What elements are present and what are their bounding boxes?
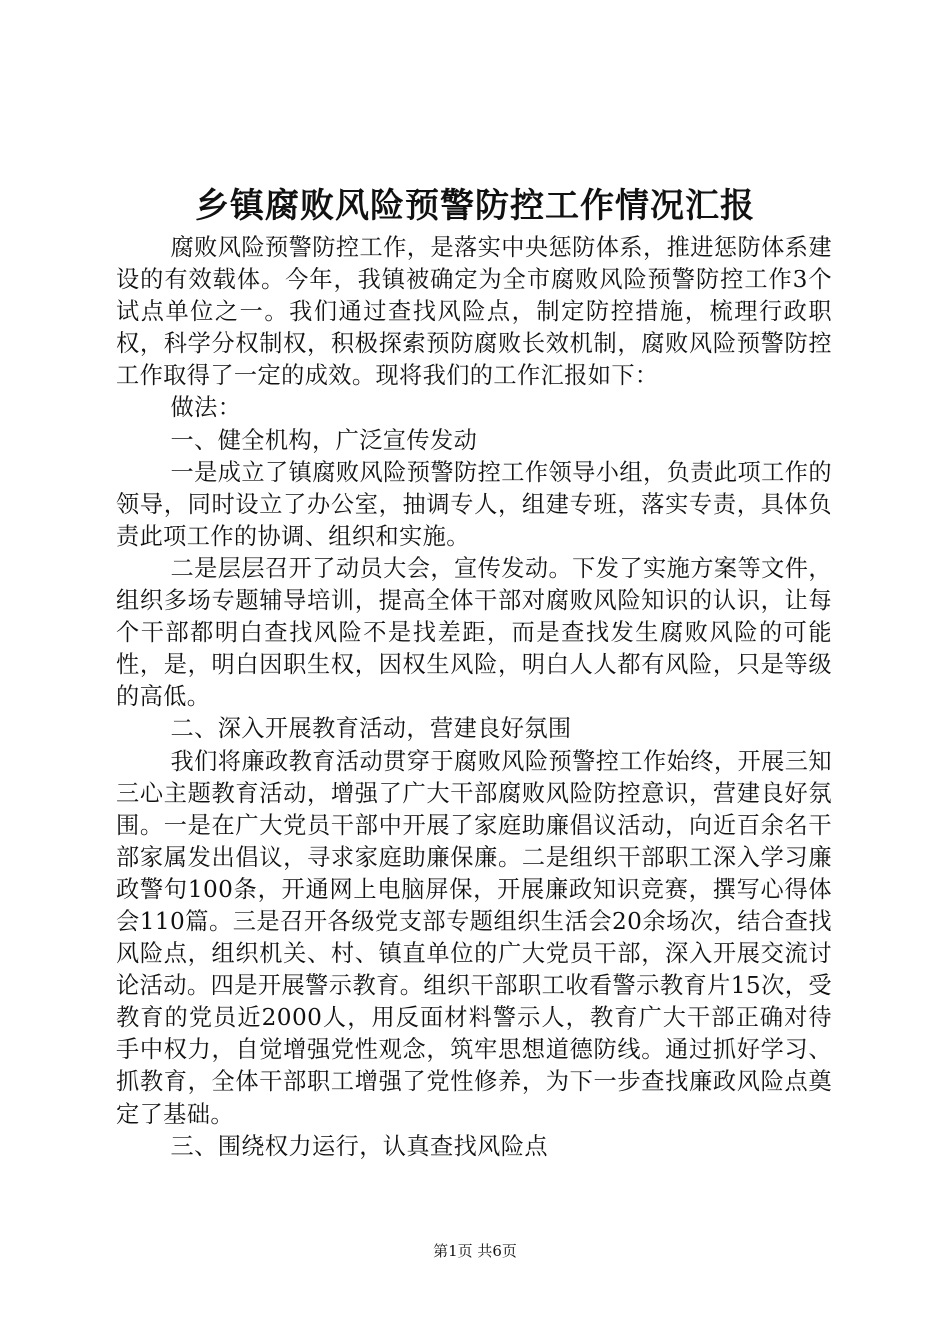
document-body [116, 232, 832, 1163]
section-heading-2: 二、深入开展教育活动，营建良好氛围 [170, 715, 572, 743]
paragraph-section2: 我们将廉政教育活动贯穿于腐败风险预警控工作始终，开展三知三心主题教育活动，增强了广大干部腐败风险防控意识，营建良好氛围。一是在广大党员干部中开展了家庭助廉倡议活动，向近百余名干部家属发出倡议，寻求家庭助廉保廉。二是组织干部职工深入学习廉政警句100条，开通网上电脑屏保，开展廉政知识竞赛，撰写心得体会110篇。三是召开各级党支部专题组织生活会20余场次，结合查找风险点，组织机关、村、镇直单位的广大党员干部，深入开展交流讨论活动。四是开展警示教育。组织干部职工收看警示教育片15次，受教育的党员近2000人，用反面材料警示人，教育广大干部正确对待手中权力，自觉增强党性观念，筑牢思想道德防线。通过抓好学习、抓教育，全体干部职工增强了党性修养，为下一步查找廉政风险点奠定了基础。 [116, 747, 832, 1128]
paragraph-intro: 腐败风险预警防控工作，是落实中央惩防体系，推进惩防体系建设的有效载体。今年，我镇被确定为全市腐败风险预警防控工作3个试点单位之一。我们通过查找风险点，制定防控措施，梳理行政职权，科学分权制权，积极探索预防腐败长效机制，腐败风险预警防控工作取得了一定的成效。现将我们的工作汇报如下： [116, 234, 832, 390]
paragraph-methods-label: 做法： [170, 394, 242, 422]
section-heading-1: 一、健全机构，广泛宣传发动 [170, 426, 478, 454]
paragraph-section1-item1: 一是成立了镇腐败风险预警防控工作领导小组，负责此项工作的领导，同时设立了办公室，抽调专人，组建专班，落实专责，具体负责此项工作的协调、组织和实施。 [116, 458, 832, 550]
section-heading-3: 三、围绕权力运行，认真查找风险点 [170, 1132, 548, 1160]
document-title: 乡镇腐败风险预警防控工作情况汇报 [195, 186, 755, 226]
page-footer: 第1页 共6页 [433, 1242, 517, 1260]
paragraph-section1-item2: 二是层层召开了动员大会，宣传发动。下发了实施方案等文件，组织多场专题辅导培训，提高全体干部对腐败风险知识的认识，让每个干部都明白查找风险不是找差距，而是查找发生腐败风险的可能性，是，明白因职生权，因权生风险，明白人人都有风险，只是等级的高低。 [116, 554, 832, 711]
